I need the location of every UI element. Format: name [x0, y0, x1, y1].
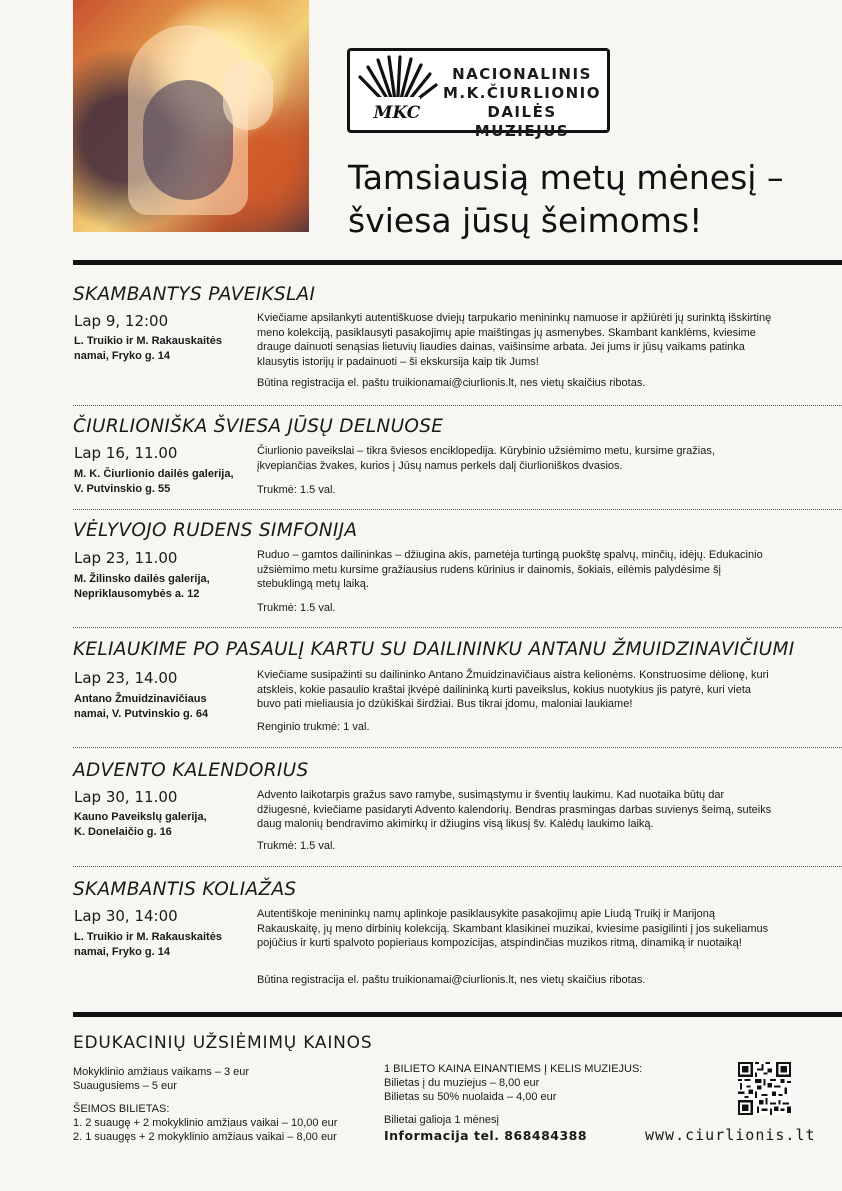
event-place: M. Žilinsko dailės galerija, Nepriklausomybės a. 12 [74, 573, 210, 600]
divider [73, 627, 842, 628]
event-date: Lap 30, 11.00 [74, 788, 178, 806]
event-title: VĖLYVOJO RUDENS SIMFONIJA [73, 520, 358, 541]
info-phone: Informacija tel. 868484388 [384, 1128, 588, 1143]
qr-code-icon [738, 1062, 791, 1115]
event-date: Lap 30, 14:00 [74, 907, 178, 925]
event-note: Trukmė: 1.5 val. [257, 602, 336, 614]
event-note: Būtina registracija el. paštu truikionamai@ciurlionis.lt, nes vietų skaičius ribotas. [257, 377, 646, 389]
divider-bottom [73, 1012, 842, 1017]
event-place: Antano Žmuidzinavičiaus namai, V. Putvinskio g. 64 [74, 693, 209, 720]
price-adults: Suaugusiems – 5 eur [73, 1080, 177, 1092]
ticket-validity: Bilietai galioja 1 mėnesį [384, 1114, 499, 1126]
museum-name-line: NACIONALINIS [452, 65, 592, 83]
prices-title: EDUKACINIŲ UŽSIĖMIMŲ KAINOS [73, 1033, 373, 1053]
multi-museum-price: Bilietas į du muziejus – 8,00 eur [384, 1077, 540, 1089]
family-ticket-title: ŠEIMOS BILIETAS: [73, 1103, 170, 1115]
sunburst-logo-icon [356, 55, 438, 127]
divider [73, 866, 842, 867]
event-note: Renginio trukmė: 1 val. [257, 721, 370, 733]
multi-museum-price: Bilietas su 50% nuolaida – 4,00 eur [384, 1091, 557, 1103]
event-description: Advento laikotarpis gražus savo ramybe, susimąstymu ir šventių laukimu. Kad nuotaika būtų dar džiugesnė, kviečiame pasidaryti Advento kalendorių. Bendras prasmingas darbas suvienys šeimą, suteiks daug malonių bendravimo akimirkų ir džiugins visą likusį šv. Kalėdų laukimo laiką. [257, 789, 772, 830]
photo-figure-background [223, 60, 273, 130]
event-place: Kauno Paveikslų galerija, K. Donelaičio g. 16 [74, 811, 207, 838]
museum-name [442, 65, 602, 141]
event-title: SKAMBANTIS KOLIAŽAS [73, 879, 297, 900]
family-ticket-option: 2. 1 suaugęs + 2 mokyklinio amžiaus vaikai – 8,00 eur [73, 1131, 337, 1143]
event-title: ČIURLIONIŠKA ŠVIESA JŪSŲ DELNUOSE [73, 416, 444, 437]
event-date: Lap 16, 11.00 [74, 444, 178, 462]
headline-line: Tamsiausią metų mėnesį – [348, 158, 784, 197]
event-date: Lap 23, 11.00 [74, 549, 178, 567]
museum-name-line: DAILĖS MUZIEJUS [474, 103, 570, 140]
divider [73, 747, 842, 748]
event-description: Kviečiame susipažinti su dailininko Antano Žmuidzinavičiaus aistra kelionėms. Konstruosime dėlionę, kuri atskleis, kokie pasaulio kraštai įkvėpė dailininką kurti paveikslus, kokius nuotykius jis patyrė, kuri vieta buvo pati mieliausia jo dzūkiškai širdžiai. Bus tikrai įdomu, maloniai laukiame! [257, 669, 769, 710]
event-date: Lap 9, 12:00 [74, 312, 169, 330]
event-place: M. K. Čiurlionio dailės galerija, V. Putvinskio g. 55 [74, 468, 234, 495]
svg-text:MKC: MKC [373, 103, 421, 123]
event-title: SKAMBANTYS PAVEIKSLAI [73, 284, 316, 305]
price-school-children: Mokyklinio amžiaus vaikams – 3 eur [73, 1066, 250, 1078]
event-place: L. Truikio ir M. Rakauskaitės namai, Fryko g. 14 [74, 931, 222, 958]
event-description: Ruduo – gamtos dailininkas – džiugina akis, pametėja turtingą puokštę spalvų, minčių, idėjų. Edukacinio užsiėmimo metu kursime gražiausius rudens kūrinius ir dainomis, šokiais, eilėmis palydėsime šį stebuklingą metų laiką. [257, 549, 763, 590]
event-date: Lap 23, 14.00 [74, 669, 178, 687]
divider [73, 509, 842, 510]
headline-line: šviesa jūsų šeimoms! [348, 201, 703, 240]
family-photo [73, 0, 309, 232]
event-title: KELIAUKIME PO PASAULĮ KARTU SU DAILININKU ANTANU ŽMUIDZINAVIČIUMI [73, 639, 795, 660]
museum-name-line: M.K.ČIURLIONIO [442, 84, 602, 102]
photo-figure-child [143, 80, 233, 200]
event-note: Trukmė: 1.5 val. [257, 840, 336, 852]
event-place: L. Truikio ir M. Rakauskaitės namai, Fryko g. 14 [74, 335, 222, 362]
family-ticket-option: 1. 2 suaugę + 2 mokyklinio amžiaus vaikai – 10,00 eur [73, 1117, 338, 1129]
divider-top [73, 260, 842, 265]
event-title: ADVENTO KALENDORIUS [73, 760, 309, 781]
museum-logo [347, 48, 610, 140]
page-headline [348, 156, 828, 242]
event-description: Kviečiame apsilankyti autentiškuose dviejų tarpukario menininkų namuose ir apžiūrėti jų surinktą išskirtinę meno kolekciją, pasiklausyti pasakojimų apie maištingas jų asmenybes. Skambant kanklėms, kviesime drauge dainuoti senąsias lietuvių liaudies dainas, vaišinsime arbata. Jei jums ir jūsų vaikams patinka klausytis istorijų ir padainuoti – ši ekskursija kaip tik Jums! [257, 312, 772, 368]
multi-museum-title: 1 BILIETO KAINA EINANTIEMS Į KELIS MUZIEJUS: [384, 1063, 643, 1075]
event-note: Trukmė: 1.5 val. [257, 484, 336, 496]
event-description: Čiurlionio paveikslai – tikra šviesos enciklopedija. Kūrybinio užsiėmimo metu, kursime gražias, įkvepiančias žvakes, kurios į Jūsų namus perkels dalį čiurlioniškos dvasios. [257, 445, 715, 472]
divider [73, 405, 842, 406]
event-note: Būtina registracija el. paštu truikionamai@ciurlionis.lt, nes vietų skaičius ribotas. [257, 974, 646, 986]
website-url[interactable]: www.ciurlionis.lt [645, 1126, 816, 1144]
event-description: Autentiškoje menininkų namų aplinkoje pasiklausykite pasakojimų apie Liudą Truikį ir Marijoną Rakauskaitę, jų meno dirbinių kolekciją. Skambant klasikinei muzikai, kviesime pasigilinti į jos sukeliamus pojūčius ir kurti spalvoto popieriaus kompozicijas, atspindinčias muzikos ritmą, dinamiką ir nuotaiką! [257, 908, 769, 949]
